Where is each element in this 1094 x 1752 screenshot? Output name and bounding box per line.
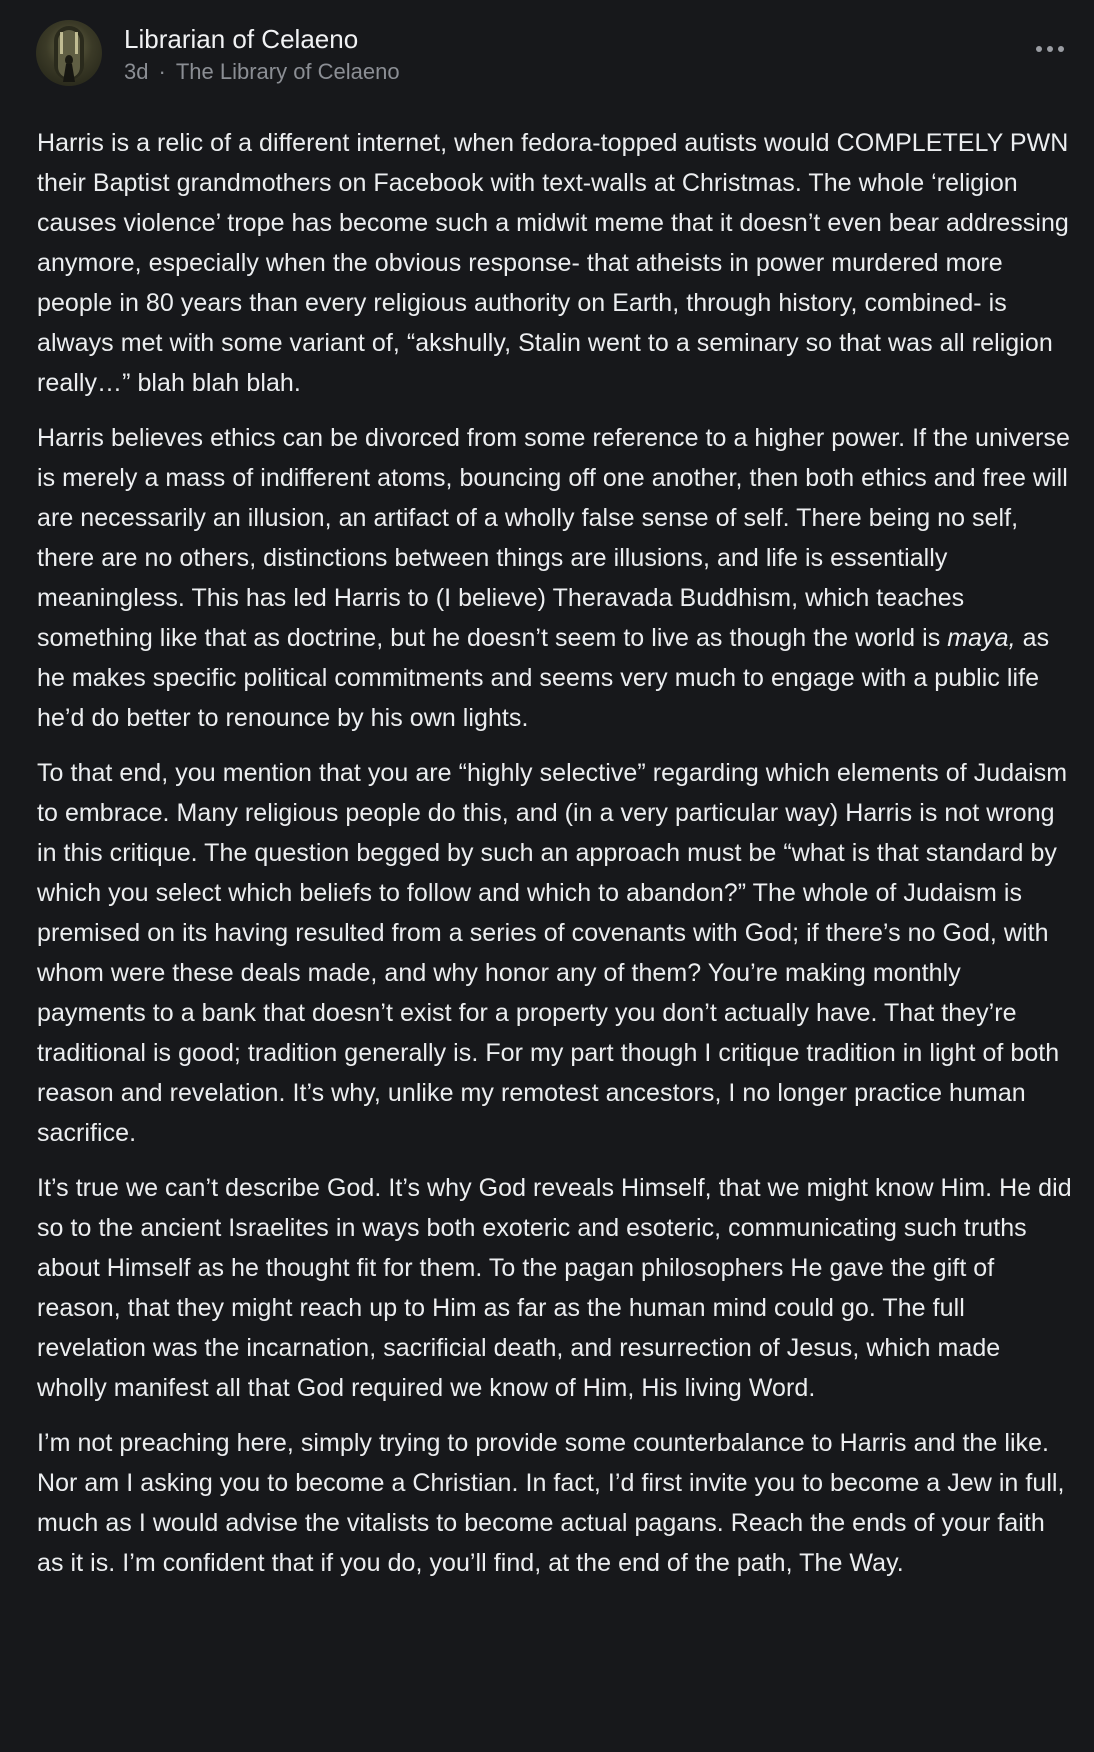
more-dot: [1047, 46, 1053, 52]
more-dot: [1058, 46, 1064, 52]
more-dot: [1036, 46, 1042, 52]
meta-separator: ·: [158, 59, 166, 84]
paragraph-text: Harris believes ethics can be divorced from some reference to a higher power. If the universe is merely a mass of indifferent atoms, bouncing off one another, then both ethics and free will are necessarily an illusion, an artifact of a wholly false sense of self. There being no self, there are no others, distinctions between things are illusions, and life is essentially meaningless. This has led Harris to (I believe) Theravada Buddhism, which teaches something like that as doctrine, but he doesn’t seem to live as though the world is: [37, 424, 1070, 652]
paragraph: Harris is a relic of a different internet, when fedora-topped autists would COMPLETELY PWN their Baptist grandmothers on Facebook with text-walls at Christmas. The whole ‘religion causes violence’ trope has become such a midwit meme that it doesn’t even bear addressing anymore, especially when the obvious response- that atheists in power murdered more people in 80 years than every religious authority on Earth, through history, combined- is always met with some variant of, “akshully, Stalin went to a seminary so that was all religion really…” blah blah blah.: [37, 129, 1069, 397]
paragraph: It’s true we can’t describe God. It’s why God reveals Himself, that we might know Him. He did so to the ancient Israelites in ways both exoteric and esoteric, communicating such truths about Himself as he thought fit for them. To the pagan philosophers He gave the gift of reason, that they might reach up to Him as far as the human mind could go. The full revelation was the incarnation, sacrificial death, and resurrection of Jesus, which made wholly manifest all that God required we know of Him, His living Word.: [37, 1174, 1072, 1402]
author-name[interactable]: Librarian of Celaeno: [124, 24, 359, 54]
more-horizontal-icon[interactable]: [1030, 34, 1070, 64]
italic-text: maya,: [947, 624, 1016, 652]
post-age: 3d: [124, 59, 149, 84]
paragraph: To that end, you mention that you are “highly selective” regarding which elements of Judaism to embrace. Many religious people do this, and (in a very particular way) Harris is not wrong in this critique. The question begged by such an approach must be “what is that standard by which you select which beliefs to follow and which to abandon?” The whole of Judaism is premised on its having resulted from a series of covenants with God; if there’s no God, with whom were these deals made, and why honor any of them? You’re making monthly payments to a bank that doesn’t exist for a property you don’t actually have. That they’re traditional is good; tradition generally is. For my part though I critique tradition in light of both reason and revelation. It’s why, unlike my remotest ancestors, I no longer practice human sacrifice.: [37, 759, 1068, 1147]
paragraph-text: as he makes specific political commitments and seems very much to engage with a public life he’d do better to renounce by his own lights.: [37, 624, 1050, 732]
post-header: [36, 20, 1070, 90]
paragraph: I’m not preaching here, simply trying to provide some counterbalance to Harris and the like. Nor am I asking you to become a Christian. In fact, I’d first invite you to become a Jew in full, much as I would advise the vitalists to become actual pagans. Reach the ends of your faith as it is. I’m confident that if you do, you’ll find, at the end of the path, The Way.: [37, 1429, 1065, 1577]
author-block: [124, 22, 400, 88]
community-name[interactable]: The Library of Celaeno: [175, 59, 400, 84]
paragraph: [37, 418, 1073, 738]
post-meta: [124, 56, 400, 88]
portrait-avatar-icon[interactable]: [36, 20, 102, 86]
post-body: [37, 123, 1073, 1598]
